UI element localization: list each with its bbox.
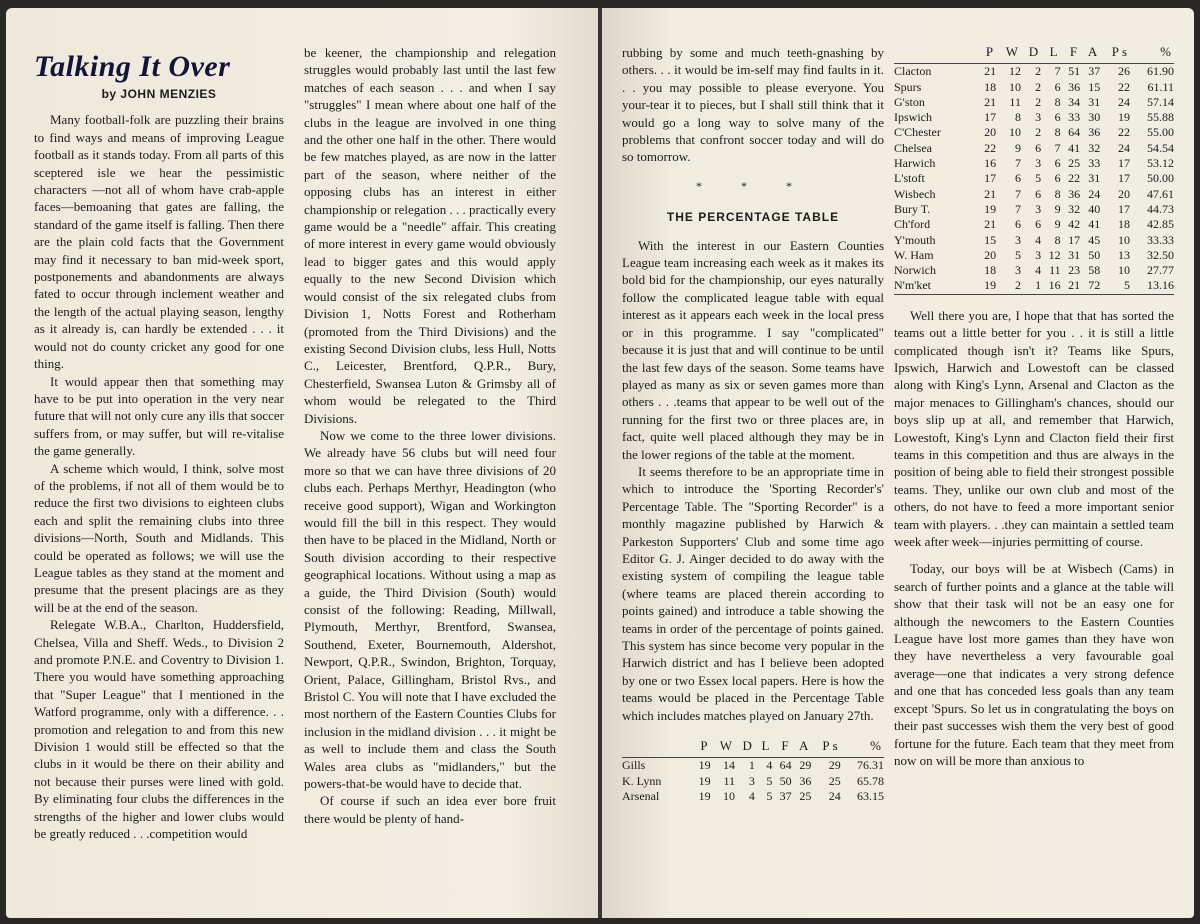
table-header-l: L <box>761 738 773 754</box>
table-header-f: F <box>781 738 792 754</box>
table-cell: 20 <box>984 125 997 140</box>
table-cell: 3 <box>1035 110 1042 125</box>
table-cell: 33 <box>1068 110 1081 125</box>
table-cell: 40 <box>1088 201 1101 216</box>
table-cell: 11 <box>1009 94 1021 109</box>
paragraph: rubbing by some and much teeth-gnashing by others. . . it would be im-self may find faults in it. . . you may possible to please everyone. You your-tear it to pieces, but I shall still think that it would go a long way to solve many of the problems that confront soccer today and will do so tomorrow. <box>622 45 884 165</box>
table-cell: 25 <box>828 773 841 788</box>
team-name: N'm'ket <box>894 278 931 293</box>
table-cell: 23 <box>1068 263 1081 278</box>
table-cell: 18 <box>984 79 997 94</box>
team-name: Bury T. <box>894 201 931 216</box>
table-header-p: P <box>700 738 711 754</box>
team-name: Spurs <box>894 79 922 94</box>
table-cell: 19 <box>691 758 710 774</box>
table-cell: 21 <box>984 94 997 109</box>
table-row <box>894 171 1174 186</box>
table-cell: 6 <box>1054 156 1061 171</box>
table-cell: 19 <box>984 278 997 293</box>
table-row <box>894 233 1174 248</box>
table-row <box>622 789 884 804</box>
table-header-w: W <box>719 738 736 754</box>
table-cell: 17 <box>984 110 997 125</box>
table-header-pct: % <box>1160 44 1174 59</box>
table-cell: 10 <box>723 788 736 803</box>
table-header-a: A <box>799 738 812 754</box>
table-cell: 32 <box>1088 140 1101 155</box>
table-cell: 31 <box>1088 94 1101 109</box>
table-cell: 5 <box>766 788 773 803</box>
team-name: Y'mouth <box>894 232 936 247</box>
table-row <box>894 141 1174 156</box>
table-cell: 17 <box>984 171 997 186</box>
table-row <box>894 125 1174 140</box>
table-cell: 2 <box>1035 125 1042 140</box>
paragraph: A scheme which would, I think, solve most of the problems, if not all of them would be to reduce the first two divisions to eighteen clubs each and split the remaining clubs into three divisions—North, South and Midlands. This could be operated as follows; we will use the League tables as they stand at the moment and presume that the present placings are as they will be at the end of the season. <box>34 460 284 615</box>
paragraph: Many football-folk are puzzling their brains to find ways and means of improving League football as it stands today. From all parts of this sceptered isle we hear the pessimistic characters —not all of whom have crab-apple faces—bemoaning that gates are falling, the standard of the game itself is falling. Then there are the plain cold facts that the Government may find it necessary to ban mid-week sport, postponements and abandonments are always fated to occur through inclement weather and the length of the actual playing season, lengthy as it already is, can hardly be extended . . . it would not do county cricket any good for one thing. <box>34 112 284 372</box>
table-cell: 50.00 <box>1147 171 1174 186</box>
table-cell: 13 <box>1118 247 1131 262</box>
table-cell: 3 <box>1035 156 1042 171</box>
table-header-p: P <box>985 44 997 59</box>
table-header-a: A <box>1087 44 1101 59</box>
table-row <box>894 110 1174 125</box>
table-cell: 21 <box>977 64 997 80</box>
table-cell: 5 <box>1014 247 1021 262</box>
table-cell: 34 <box>1068 94 1081 109</box>
table-cell: 21 <box>1068 278 1081 293</box>
table-cell: 5 <box>1124 278 1131 293</box>
table-cell: 12 <box>1048 247 1061 262</box>
table-cell: 7 <box>1054 140 1061 155</box>
table-cell: 50 <box>1088 247 1101 262</box>
table-cell: 58 <box>1088 263 1101 278</box>
table-cell: 25 <box>799 788 812 803</box>
paragraph: Well there you are, I hope that that has sorted the teams out a little better for you . . it is still a little complicated though isn't it? Teams like Spurs, Ipswich, Harwich and Lowestoft can be classed along with King's Lynn, Arsenal and Clacton as the major menaces to Gillingham's chances, should our boys slip up at all, and remember that Harwich, Lowestoft, King's Lynn and Clacton field their first teams in this competition and thus are always in the position of being able to field their strongest possible teams. They, unlike our own club and most of the others, do not have to feed a more important senior team with players. . .they can maintain a settled team week after week—injuries permitting of course. <box>894 307 1174 550</box>
table-cell: 3 <box>1035 247 1042 262</box>
table-cell: 10 <box>1008 125 1021 140</box>
table-cell: 45 <box>1088 232 1101 247</box>
table-cell: 50 <box>779 773 792 788</box>
table-cell: 32 <box>1068 201 1081 216</box>
table-cell: 4 <box>1035 232 1042 247</box>
table-cell: 64 <box>772 758 791 774</box>
table-cell: 37 <box>779 788 792 803</box>
table-cell: 17 <box>1068 232 1081 247</box>
table-row <box>622 774 884 789</box>
table-cell: 4 <box>755 758 773 774</box>
team-name: Clacton <box>894 64 977 80</box>
table-cell: 37 <box>1080 64 1100 80</box>
table-cell: 65.78 <box>857 773 884 788</box>
table-cell: 3 <box>1014 232 1021 247</box>
table-row <box>894 156 1174 171</box>
table-cell: 22 <box>1118 79 1131 94</box>
paragraph: be keener, the championship and relegation struggles would probably last until the last few matches of each season . . . and when I say "struggles" I mean where about one half of the clubs in the league are involved in one thing and the other one half in the other. There would be few matches played, as are now in the latter part of the season, where neither of the opposing clubs has an interest in either championship or relegation . . . practically every game would be a "needle" affair. This creating of more interest in every game would obviously lead to bigger gates and this would apply equally to the new Second Division which would consist of the six relegated clubs from Division 1, Notts Forest and Rotherham (promoted from the Third Divisions) and the existing Second Division clubs, less Hull, Notts C., Leicester, Brentford, Q.P.R., Bury, Chesterfield, Swansea Luton & Grimsby all of whom would be relegated to the Third Divisions. <box>304 45 556 426</box>
table-header-d: D <box>742 738 755 754</box>
team-name: C'Chester <box>894 125 941 140</box>
table-header-w: W <box>1005 44 1021 59</box>
table-cell: 6 <box>1014 171 1021 186</box>
table-cell: 10 <box>1118 232 1131 247</box>
table-cell: 51 <box>1061 64 1081 80</box>
column-2 <box>304 44 556 827</box>
table-cell: 1 <box>735 758 755 774</box>
table-cell: 53.12 <box>1147 156 1174 171</box>
table-cell: 33 <box>1088 156 1101 171</box>
table-cell: 11 <box>723 773 736 788</box>
table-cell: 1 <box>1035 278 1042 293</box>
team-name: Ipswich <box>894 110 932 125</box>
table-cell: 4 <box>1035 263 1042 278</box>
table-cell: 22 <box>984 140 997 155</box>
table-cell: 21 <box>984 186 997 201</box>
percentage-table-part2 <box>894 42 1174 295</box>
table-cell: 2 <box>1035 79 1042 94</box>
table-header-l: L <box>1049 44 1061 59</box>
table-cell: 8 <box>1054 125 1061 140</box>
table-cell: 11 <box>1049 263 1061 278</box>
paragraph: Now we come to the three lower divisions. We already have 56 clubs but will need four more so that we can have three divisions of 20 clubs each. Perhaps Merthyr, Headington (who receive good support), Wigan and Workington would fill the bill in this respect. They would then have to be placed in the Midland, North or South division according to their respective geographical locations. Without using a map as a guide, the Third Division (South) would consist of the following: Reading, Millwall, Plymouth, Merthyr, Brentford, Swansea, Southend, Exeter, Bournemouth, Aldershot, Newport, Q.P.R., Swindon, Brighton, Torquay, Orient, Palace, Gillingham, Bristol Rvs., and Bristol C. You will note that I have excluded the most northern of the Eastern Counties Clubs for inclusion in the midland division . . . it might be as well to include them and class the South Wales area clubs as "midlanders," but the powers-that-be would have to decide that. <box>304 427 556 792</box>
table-cell: 7 <box>1014 156 1021 171</box>
left-page <box>6 8 598 918</box>
team-name: Norwich <box>894 263 936 278</box>
table-cell: 36 <box>1088 125 1101 140</box>
table-cell: 10 <box>1118 263 1131 278</box>
table-cell: 42.85 <box>1147 217 1174 232</box>
table-cell: 55.88 <box>1147 110 1174 125</box>
table-cell: 55.00 <box>1147 125 1174 140</box>
table-cell: 19 <box>698 788 711 803</box>
table-cell: 14 <box>711 758 735 774</box>
column-1 <box>34 42 284 842</box>
table-cell: 6 <box>1035 140 1042 155</box>
table-header-ps: Ps <box>1111 44 1131 59</box>
table-cell: 8 <box>1054 186 1061 201</box>
team-name: Harwich <box>894 156 936 171</box>
table-row <box>622 758 884 774</box>
table-cell: 8 <box>1014 110 1021 125</box>
table-header-pct: % <box>870 738 884 754</box>
table-cell: 13.16 <box>1147 278 1174 293</box>
table-cell: 19 <box>984 201 997 216</box>
table-header-d: D <box>1028 44 1042 59</box>
table-cell: 25 <box>1068 156 1081 171</box>
table-cell: 3 <box>1035 201 1042 216</box>
table-cell: 9 <box>1054 201 1061 216</box>
table-cell: 26 <box>1100 64 1130 80</box>
section-title: THE PERCENTAGE TABLE <box>666 210 840 225</box>
table-cell: 47.61 <box>1147 186 1174 201</box>
table-row <box>894 64 1174 80</box>
table-cell: 9 <box>1054 217 1061 232</box>
team-name: Chelsea <box>894 140 932 155</box>
table-header-f: F <box>1069 44 1081 59</box>
table-cell: 9 <box>1014 140 1021 155</box>
table-cell: 42 <box>1068 217 1081 232</box>
table-cell: 54.54 <box>1147 140 1174 155</box>
table-cell: 24 <box>1118 94 1131 109</box>
table-cell: 57.14 <box>1147 94 1174 109</box>
table-cell: 6 <box>1054 171 1061 186</box>
table-cell: 7 <box>1014 186 1021 201</box>
table-cell: 20 <box>1118 186 1131 201</box>
table-cell: 31 <box>1068 247 1081 262</box>
table-cell: 12 <box>996 64 1021 80</box>
team-name: Wisbech <box>894 186 936 201</box>
column-4 <box>894 42 1174 769</box>
percentage-table-part1 <box>622 736 884 804</box>
table-cell: 3 <box>1014 263 1021 278</box>
table-cell: 33.33 <box>1147 232 1174 247</box>
table-cell: 41 <box>1068 140 1081 155</box>
team-name: W. Ham <box>894 247 934 262</box>
table-cell: 8 <box>1054 232 1061 247</box>
paragraph: It seems therefore to be an appropriate time in which to introduce the 'Sporting Recorder's' Percentage Table. The "Sporting Recorder" is a monthly magazine published by Harwich & Parkeston Supporters' Club and some time ago Editor G. J. Ainger decided to do away with the existing system of compiling the league table (where teams are placed therein according to points gained) and introduce a table showing the teams in order of the percentage of points gained. This system has since become very popular in the Harwich district and has I believe been adopted by one or two Essex local papers. Here is how the teams would be placed in the Percentage Table which includes matches played on January 27th. <box>622 463 884 723</box>
table-cell: 61.90 <box>1130 64 1174 80</box>
table-cell: 32.50 <box>1147 247 1174 262</box>
table-cell: 24 <box>1088 186 1101 201</box>
table-row <box>894 278 1174 294</box>
table-cell: 44.73 <box>1147 201 1174 216</box>
table-cell: 27.77 <box>1147 263 1174 278</box>
table-cell: 20 <box>984 247 997 262</box>
team-name: L'stoft <box>894 171 925 186</box>
paragraph: Of course if such an idea ever bore fruit there would be plenty of hand- <box>304 793 556 826</box>
table-cell: 16 <box>984 156 997 171</box>
table-cell: 19 <box>698 773 711 788</box>
table-cell: 15 <box>984 232 997 247</box>
table-row <box>894 263 1174 278</box>
table-cell: 29 <box>792 758 812 774</box>
article-title: Talking It Over <box>34 50 231 83</box>
table-cell: 6 <box>1014 217 1021 232</box>
table-cell: 36 <box>1068 186 1081 201</box>
table-cell: 5 <box>1035 171 1042 186</box>
table-cell: 2 <box>1035 94 1042 109</box>
section-divider: * * * <box>696 178 810 193</box>
right-page <box>602 8 1194 918</box>
table-row <box>894 80 1174 95</box>
table-cell: 64 <box>1068 125 1081 140</box>
table-cell: 10 <box>1008 79 1021 94</box>
table-cell: 6 <box>1035 186 1042 201</box>
table-cell: 18 <box>1118 217 1131 232</box>
table-cell: 6 <box>1054 79 1061 94</box>
team-name: G'ston <box>894 94 925 109</box>
table-cell: 63.15 <box>857 788 884 803</box>
table-cell: 4 <box>748 788 755 803</box>
table-row <box>894 187 1174 202</box>
table-cell: 76.31 <box>841 758 884 774</box>
paragraph: With the interest in our Eastern Counties League team increasing each week as it makes its bold bid for the championship, our eyes naturally follow the complicated league table with equal interest as it appears each week in the local press or in this programme. I say "complicated" because it is just that and will continue to be until the last few days of the season. Some teams have played as many as six or seven games more than others . . .teams that appear to be well out of the running for the first two or three places are, in fact, quite well placed although they may be in the lower regions of the table at the moment. <box>622 237 884 462</box>
paragraph: Today, our boys will be at Wisbech (Cams) in search of further points and a glance at the table will show that their task will not be an easy one for although the newcomers to the Eastern Counties League have lost more games than they have won they have nevertheless a very favourable goal average—one that indicates a very strong defence and one that has conceded less goals than any team except 'Spurs. So let us in congratulating the boys on their past successes wish them the very best of good fortune for the future. Each team that they meet from now on will be more than anxious to <box>894 561 1174 768</box>
table-cell: 72 <box>1088 278 1101 293</box>
table-cell: 3 <box>748 773 755 788</box>
table-cell: 21 <box>984 217 997 232</box>
table-row <box>894 217 1174 232</box>
table-cell: 17 <box>1118 201 1131 216</box>
article-byline: by JOHN MENZIES <box>101 87 217 101</box>
table-cell: 7 <box>1014 201 1021 216</box>
table-cell: 61.11 <box>1147 79 1174 94</box>
table-cell: 30 <box>1088 110 1101 125</box>
table-cell: 19 <box>1118 110 1131 125</box>
table-cell: 6 <box>1054 110 1061 125</box>
team-name: K. Lynn <box>622 773 662 788</box>
table-cell: 24 <box>828 788 841 803</box>
table-cell: 7 <box>1041 64 1061 80</box>
table-row <box>894 248 1174 263</box>
table-cell: 8 <box>1054 94 1061 109</box>
table-cell: 36 <box>799 773 812 788</box>
table-cell: 17 <box>1118 171 1131 186</box>
paragraph: Relegate W.B.A., Charlton, Huddersfield, Chelsea, Villa and Sheff. Weds., to Division 2 and promote P.N.E. and Coventry to Division 1. There you would have something approaching that "Super League" that I mentioned in the Watford programme, only with a difference. . . promotion and relegation to and from this new Division 1 would still be effected so that the clubs in it would be there on their ability and not because their purses were lined with gold. By eliminating four clubs the differences in the strengths of the higher and lower clubs would be greatly reduced . . .competition would <box>34 617 284 842</box>
table-cell: 5 <box>766 773 773 788</box>
table-cell: 22 <box>1118 125 1131 140</box>
table-cell: 17 <box>1118 156 1131 171</box>
table-cell: 16 <box>1048 278 1061 293</box>
table-row <box>894 95 1174 110</box>
table-cell: 31 <box>1088 171 1101 186</box>
table-cell: 2 <box>1021 64 1041 80</box>
table-cell: 29 <box>811 758 840 774</box>
table-cell: 24 <box>1118 140 1131 155</box>
paragraph: It would appear then that something may have to be put into operation in the very near future that will not only cure any ills that soccer suffers from, or may suffer, but will re-vitalise the game generally. <box>34 373 284 459</box>
column-3 <box>622 44 884 804</box>
table-cell: 22 <box>1068 171 1081 186</box>
team-name: Arsenal <box>622 788 660 803</box>
team-name: Ch'ford <box>894 217 931 232</box>
table-cell: 15 <box>1088 79 1101 94</box>
table-cell: 41 <box>1088 217 1101 232</box>
table-row <box>894 202 1174 217</box>
table-cell: 6 <box>1035 217 1042 232</box>
table-cell: 36 <box>1068 79 1081 94</box>
table-cell: 2 <box>1014 278 1021 293</box>
table-cell: 18 <box>984 263 997 278</box>
table-header-ps: Ps <box>822 738 841 754</box>
team-name: Gills <box>622 758 691 774</box>
